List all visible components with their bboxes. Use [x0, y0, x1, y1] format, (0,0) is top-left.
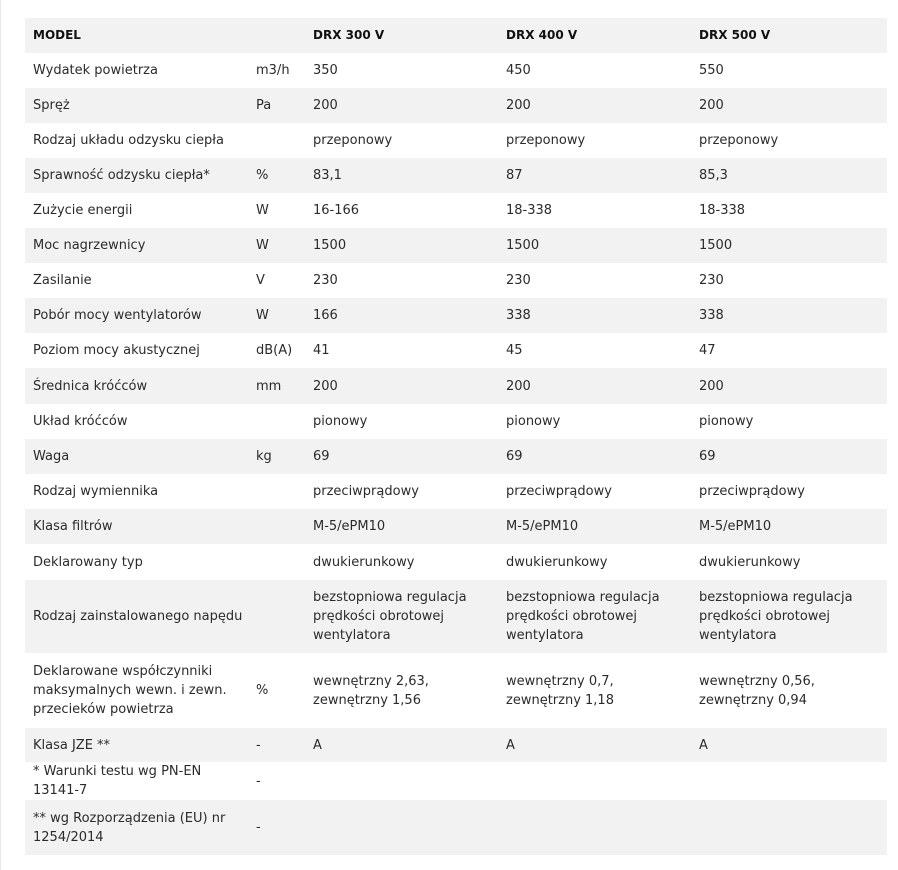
- row-value-drx-300: A: [313, 737, 322, 753]
- row-value-drx-500: 200: [699, 98, 724, 113]
- row-value-drx-300: przeciwprądowy: [313, 484, 419, 499]
- row-value-drx-300: 350: [313, 63, 338, 78]
- row-value-drx-300: wewnętrzny 2,63, zewnętrzny 1,56: [313, 673, 429, 708]
- row-unit: W: [256, 203, 269, 218]
- row-value-drx-300: 1500: [313, 238, 347, 253]
- row-value-drx-400: 450: [506, 63, 531, 78]
- row-unit: [252, 509, 309, 544]
- table-row: [25, 509, 887, 544]
- row-unit: V: [256, 273, 265, 288]
- table-row: [25, 580, 887, 653]
- row-unit: [252, 474, 309, 509]
- row-value-drx-300: 41: [313, 343, 330, 358]
- table-row: [25, 800, 887, 855]
- row-value-drx-500: 338: [699, 308, 724, 323]
- row-value-drx-400: wewnętrzny 0,7, zewnętrzny 1,18: [506, 673, 614, 708]
- table-row: [25, 404, 887, 439]
- row-value-drx-400: 45: [506, 343, 523, 358]
- row-value-drx-500: 550: [699, 63, 724, 78]
- table-row: [25, 263, 887, 298]
- row-value-drx-500: 230: [699, 273, 724, 288]
- row-value-drx-500: 18-338: [699, 203, 746, 218]
- row-value-drx-400: bezstopniowa regulacja prędkości obrotowej wentylatora: [506, 590, 660, 643]
- row-value-drx-400: [502, 762, 695, 800]
- row-unit: [252, 123, 309, 158]
- row-value-drx-300: 83,1: [313, 168, 342, 183]
- row-unit: Pa: [256, 98, 272, 113]
- row-value-drx-500: przeponowy: [699, 133, 779, 148]
- row-value-drx-400: 230: [506, 273, 531, 288]
- row-value-drx-500: A: [699, 737, 708, 753]
- row-value-drx-500: wewnętrzny 0,56, zewnętrzny 0,94: [699, 673, 815, 708]
- header-model-drx-300: DRX 300 V: [313, 28, 385, 42]
- row-value-drx-500: dwukierunkowy: [699, 554, 801, 570]
- row-value-drx-300: M-5/ePM10: [313, 519, 386, 534]
- row-label: Pobór mocy wentylatorów: [33, 308, 202, 323]
- spec-table: [25, 18, 887, 855]
- table-row: [25, 193, 887, 228]
- row-label: Klasa filtrów: [33, 519, 113, 534]
- table-row: [25, 728, 887, 762]
- row-unit: %: [256, 168, 269, 183]
- table-row: [25, 53, 887, 88]
- row-label: Zasilanie: [33, 273, 92, 288]
- row-label: Waga: [33, 449, 70, 464]
- row-value-drx-300: 230: [313, 273, 338, 288]
- row-value-drx-300: dwukierunkowy: [313, 554, 415, 570]
- row-value-drx-500: M-5/ePM10: [699, 519, 772, 534]
- row-unit: dB(A): [256, 343, 293, 358]
- row-value-drx-300: [309, 800, 502, 855]
- row-label: * Warunki testu wg PN-EN 13141-7: [33, 764, 202, 798]
- row-label: Deklarowany typ: [33, 554, 143, 570]
- row-unit: m3/h: [256, 63, 290, 78]
- row-value-drx-500: 47: [699, 343, 716, 358]
- row-value-drx-500: 1500: [699, 238, 733, 253]
- row-unit: %: [256, 683, 269, 698]
- table-row: [25, 368, 887, 404]
- header-model-drx-400: DRX 400 V: [506, 28, 578, 42]
- row-value-drx-400: M-5/ePM10: [506, 519, 579, 534]
- row-label: Spręż: [33, 98, 70, 113]
- row-label: Deklarowane współczynniki maksymalnych wewn. i zewn. przecieków powietrza: [33, 664, 227, 717]
- row-label: ** wg Rozporządzenia (EU) nr 1254/2014: [33, 810, 226, 845]
- row-value-drx-500: przeciwprądowy: [699, 484, 805, 499]
- row-value-drx-400: przeciwprądowy: [506, 484, 612, 499]
- row-label: Układ króćców: [33, 414, 128, 429]
- row-value-drx-400: 18-338: [506, 203, 553, 218]
- row-value-drx-300: 200: [313, 378, 338, 394]
- table-row: [25, 653, 887, 728]
- table-row: [25, 298, 887, 333]
- table-row: [25, 439, 887, 474]
- row-label: Rodzaj wymiennika: [33, 484, 159, 499]
- row-value-drx-500: 200: [699, 378, 724, 394]
- row-label: Średnica króćców: [33, 378, 148, 394]
- row-value-drx-300: pionowy: [313, 414, 368, 429]
- row-value-drx-500: [695, 762, 887, 800]
- row-label: Poziom mocy akustycznej: [33, 343, 200, 358]
- row-value-drx-300: 69: [313, 449, 330, 464]
- row-value-drx-300: 166: [313, 308, 338, 323]
- row-value-drx-400: przeponowy: [506, 133, 586, 148]
- table-header-row: [25, 18, 887, 53]
- row-label: Klasa JZE **: [33, 737, 111, 753]
- table-row: [25, 88, 887, 123]
- row-value-drx-400: 69: [506, 449, 523, 464]
- row-value-drx-300: 16-166: [313, 203, 360, 218]
- row-value-drx-400: dwukierunkowy: [506, 554, 608, 570]
- table-row: [25, 123, 887, 158]
- row-value-drx-500: bezstopniowa regulacja prędkości obrotowej wentylatora: [699, 590, 853, 643]
- row-value-drx-300: 200: [313, 98, 338, 113]
- header-model-label: MODEL: [33, 28, 81, 42]
- row-value-drx-400: 338: [506, 308, 531, 323]
- row-unit: [252, 544, 309, 580]
- row-value-drx-300: [309, 762, 502, 800]
- left-border: [0, 0, 1, 870]
- row-value-drx-400: 200: [506, 378, 531, 394]
- table-row: [25, 474, 887, 509]
- row-unit: mm: [256, 378, 282, 394]
- row-value-drx-500: 69: [699, 449, 716, 464]
- row-label: Wydatek powietrza: [33, 63, 158, 78]
- row-value-drx-400: A: [506, 737, 515, 753]
- row-value-drx-400: 87: [506, 168, 523, 183]
- table-row: [25, 333, 887, 368]
- row-unit: [252, 404, 309, 439]
- row-label: Rodzaj układu odzysku ciepła: [33, 133, 224, 148]
- header-model-drx-500: DRX 500 V: [699, 28, 771, 42]
- row-value-drx-400: 200: [506, 98, 531, 113]
- row-unit: kg: [256, 449, 272, 464]
- row-unit: [252, 580, 309, 653]
- table-row: [25, 762, 887, 800]
- row-label: Rodzaj zainstalowanego napędu: [33, 609, 243, 624]
- row-label: Sprawność odzysku ciepła*: [33, 168, 210, 183]
- row-unit: -: [256, 773, 261, 789]
- row-value-drx-400: 1500: [506, 238, 540, 253]
- row-value-drx-300: przeponowy: [313, 133, 393, 148]
- header-unit-label: [252, 18, 309, 53]
- row-unit: W: [256, 238, 269, 253]
- row-unit: -: [256, 820, 261, 835]
- row-value-drx-500: [695, 800, 887, 855]
- row-value-drx-300: bezstopniowa regulacja prędkości obrotowej wentylatora: [313, 590, 467, 643]
- row-unit: -: [256, 737, 261, 753]
- row-unit: W: [256, 308, 269, 323]
- row-value-drx-500: 85,3: [699, 168, 728, 183]
- table-row: [25, 544, 887, 580]
- row-value-drx-500: pionowy: [699, 414, 754, 429]
- table-row: [25, 158, 887, 193]
- row-value-drx-400: pionowy: [506, 414, 561, 429]
- table-row: [25, 228, 887, 263]
- row-label: Zużycie energii: [33, 203, 133, 218]
- row-value-drx-400: [502, 800, 695, 855]
- row-label: Moc nagrzewnicy: [33, 238, 146, 253]
